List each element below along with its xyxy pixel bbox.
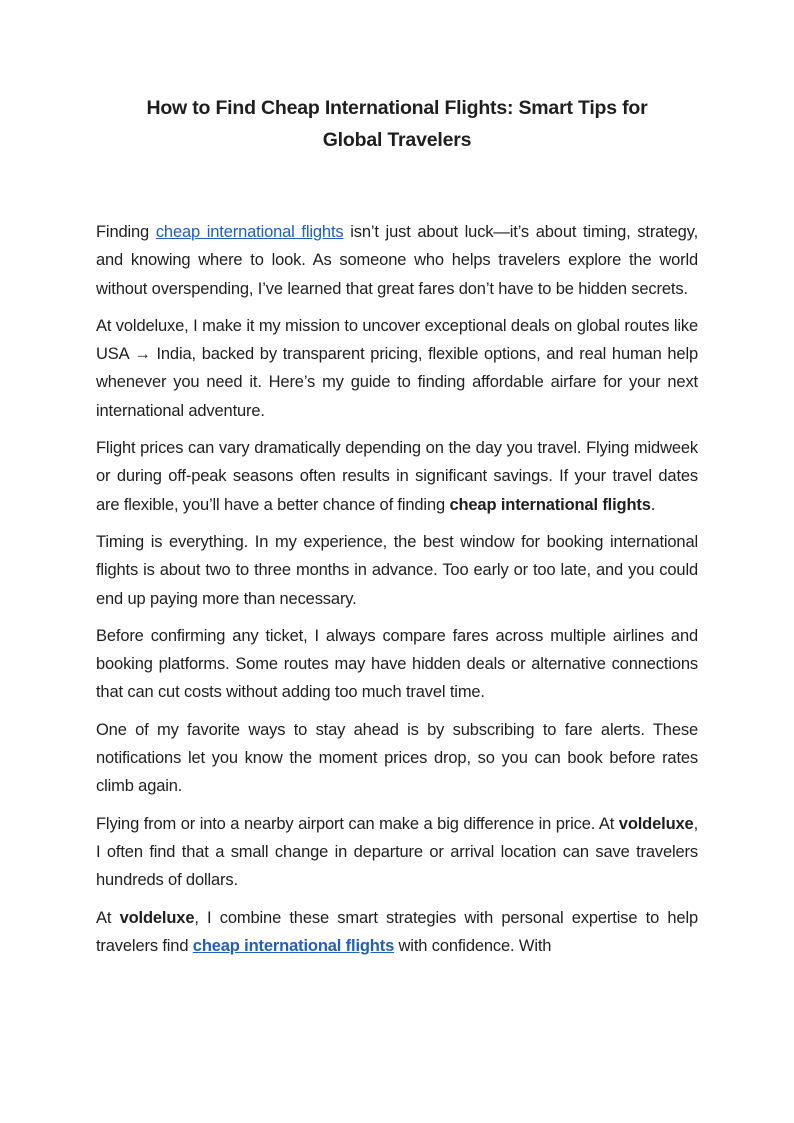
conclusion-text-post: with confidence. With bbox=[394, 936, 552, 955]
intro-text-pre: Finding bbox=[96, 223, 156, 241]
nearby-airports-end: , I often find that a small change in departure or arrival location can save travelers hundreds of dollars. bbox=[96, 814, 698, 890]
nearby-airports-brand: voldeluxe bbox=[618, 814, 694, 833]
flexible-dates-end: . bbox=[650, 495, 656, 514]
cheap-flights-link-bold[interactable]: cheap international flights bbox=[192, 936, 395, 955]
paragraph-fare-alerts: One of my favorite ways to stay ahead is by subscribing to fare alerts. These notifications let you know the moment prices drop, so you can book before rates climb again. bbox=[96, 720, 698, 796]
intro-text-post: isn’t just about luck—it’s about timing, strategy, and knowing where to look. As someone who helps travelers explore the world without overspending, I’ve learned that great fares don’t have to be hidden secrets. bbox=[96, 223, 698, 298]
nearby-airports-text: Flying from or into a nearby airport can make a big difference in price. At bbox=[96, 814, 619, 833]
paragraph-timing: Timing is everything. In my experience, the best window for booking international flights is about two to three months in advance. Too early or too late, and you could end up paying more than necessary. bbox=[96, 532, 698, 608]
conclusion-text-pre: At bbox=[96, 908, 120, 927]
document-title bbox=[96, 92, 698, 156]
title-line-2: Global Travelers bbox=[322, 129, 472, 151]
paragraph-mission: At voldeluxe, I make it my mission to uncover exceptional deals on global routes like USA → India, backed by transparent pricing, flexible options, and real human help whenever you need it. Here’s my guide to finding affordable airfare for your next international adventure. bbox=[96, 316, 698, 420]
flexible-dates-bold: cheap international flights bbox=[449, 495, 651, 514]
flexible-dates-text: Flight prices can vary dramatically depending on the day you travel. Flying midweek or during off-peak seasons often results in significant savings. If your travel dates are flexible, you’ll have a better chance of finding bbox=[96, 439, 698, 514]
paragraph-conclusion bbox=[96, 904, 698, 961]
conclusion-text-mid: , I combine these smart strategies with personal expertise to help travelers find bbox=[96, 908, 698, 955]
paragraph-compare-fares: Before confirming any ticket, I always compare fares across multiple airlines and booking platforms. Some routes may have hidden deals or alternative connections that can cut costs without adding too much travel time. bbox=[96, 626, 698, 702]
cheap-flights-link[interactable]: cheap international flights bbox=[155, 223, 344, 241]
paragraph-intro bbox=[96, 218, 698, 303]
title-line-1: How to Find Cheap International Flights: Smart Tips for bbox=[146, 97, 648, 119]
document-page bbox=[96, 92, 698, 969]
paragraph-nearby-airports bbox=[96, 810, 698, 895]
paragraph-flexible-dates bbox=[96, 434, 698, 519]
conclusion-brand: voldeluxe bbox=[119, 908, 195, 927]
